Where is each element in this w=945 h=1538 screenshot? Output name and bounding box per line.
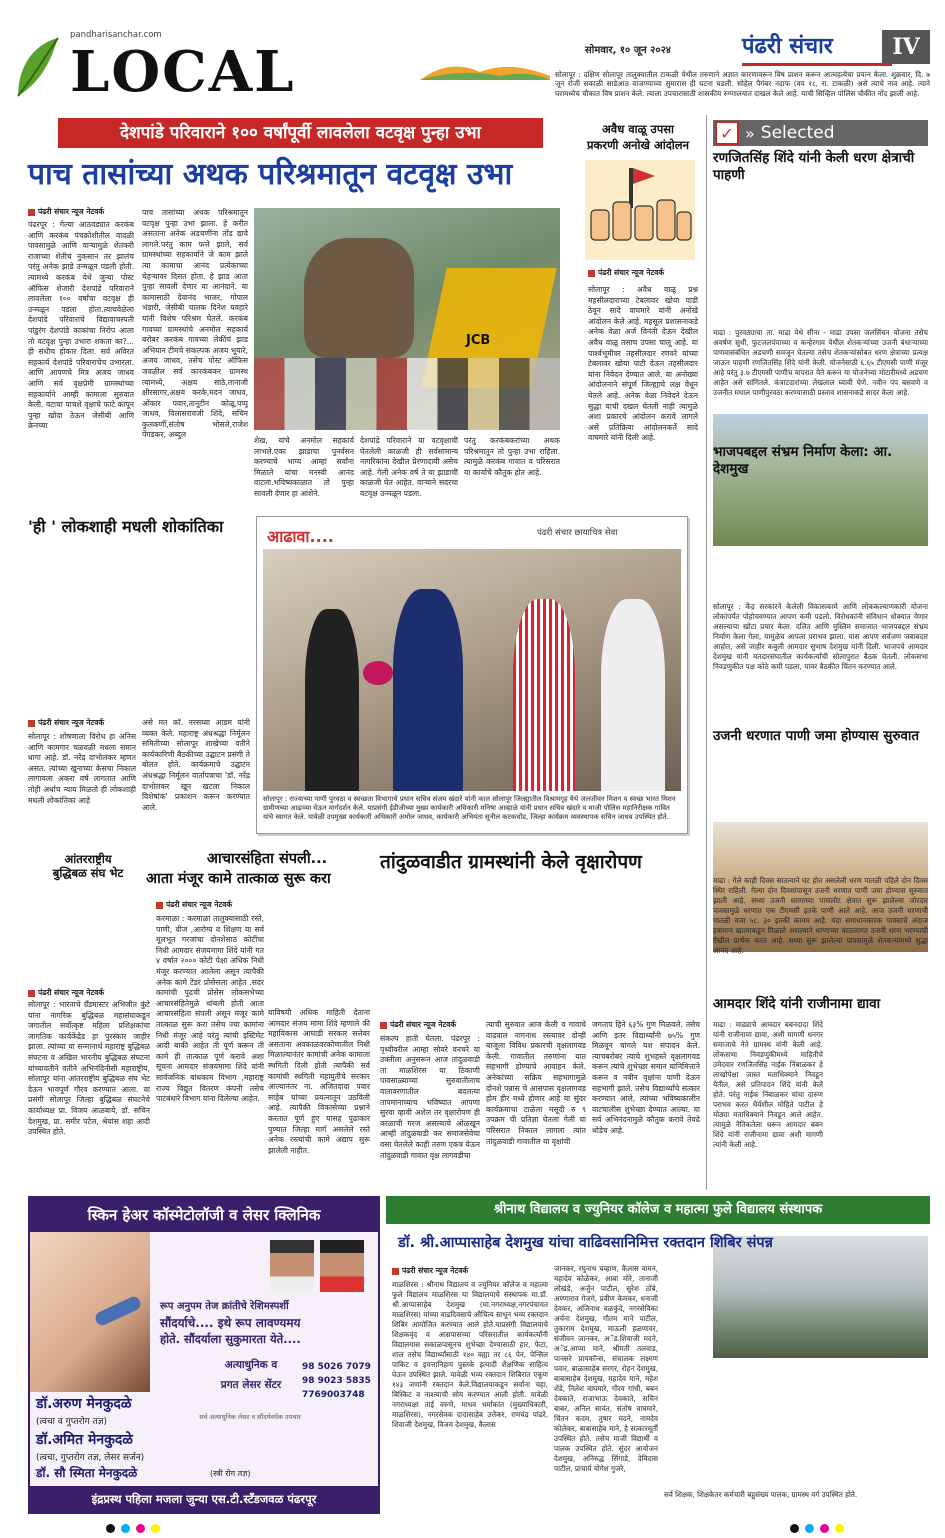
person-woman (305, 609, 359, 791)
blood-banner: श्रीनाथ विद्यालय व ज्युनियर कॉलेज व महात्मा फुले विद्यालय संस्थापक (386, 1196, 930, 1224)
byline-bullet-icon (380, 1022, 387, 1029)
selected-label: Selected (760, 123, 835, 143)
center-line-2: प्रगत लेसर सेंटर (220, 1379, 282, 1391)
ad-model-image (30, 1232, 150, 1392)
blood-col1: माळशिरस : श्रीनाथ विद्यालय व ज्युनियर कॉलेज व महात्मा फुले विद्यालय माळशिरस या विद्यालयाचे संस्थापक मा.डॉ. श्री.आप्पासाहेब देशमुख (मा.नगराध्यक्ष,नगरपंचायत माळशिरस) यांच्या वाढदिवसाचे औचित्य साधून भव्य रक्तदान शिबिर आयोजित करण्यात आले होते.याप्रसंगी विद्यालयाचे शिक्षकवृंद व आसपासच्या परिसरातील कार्यकर्त्यांनी विद्यालयास सकाळपासूनच शुभेच्छा देण्यासाठी हार, फेटा, शाल तसेच विद्यार्थ्यांसाठी १४० वह्या तर ८६ पेन, पेन्सिल पाकिट व इयत्तानिहाय पुस्तके इत्यादी शैक्षणिक साहित्य घेऊन उपस्थित झाले. यावेळी भव्य रक्तदान शिबिरात एकूण १४३ जणांनी रक्तदान केले.विद्यालयाकडून सर्वांना चहा, बिस्किट व नाश्त्याची सोय करण्यात आली होती. यावेळी नगराध्यक्षा ताई वरुणे, माधव धर्माकांत (मुख्याधिकारी, माळशिरस), नगरसेवक दादासाहेब उत्तेकर, रामचंद्र पांढरे, शिवाजी देशमुख, विजय देशमुख, कैलास (392, 1280, 548, 1429)
person-man-blue (393, 589, 463, 791)
lead-kicker: देशपांडे परिवाराने १०० वर्षांपूर्वी लावलेला वटवृक्ष पुन्हा उभा (58, 118, 543, 148)
masthead (0, 0, 945, 112)
lead-col2: पाच तासांच्या अथक परिश्रमातून वटवृक्ष पुन्हा उभा झाला. हे करीत असताना अनेक अडचणींना तोंड द्यावे लागले.परंतु काम फत्ते झाले, सर्व ग्रामस्थांच्या सहकार्याने जे काम झाले त्या कामाचा आनंद प्रत्येकाच्या चेहऱ्यावर दिसत होता. हे झाड आता पुन्हा सावली देणार या आनंदाने. या कामासाठी देवानंद भाजर, गोपाल भंडारी, जेसीबी चालक दिनेश यवहारे यांनी विशेष परिश्रम घेतले. करकंब गावच्या ग्रामस्थांचे अनमोल सहकार्य बरोबर करकंब गावच्या लेकींचं झाड अभियान टीमचे संकल्पक अजय भूयारे, अजय जाधव, तसेच पोस्ट ऑफिस जवळील सर्व कारकंबकर ग्रामस्थ त्यामध्ये, अक्षय साठे,तानाजी क्षीरसागर,अक्षय करके,मदन जाधव, ओंकार पवार,तानूटीन कोळू,पप्पू जाधव, विलासरावजी शिंदे, सचिन कुलकर्णी,संतोष भोसले,राजेश पेंगडकर, अब्दुल (142, 208, 248, 440)
yellow-dot (835, 1524, 844, 1533)
blood-byline: पंढरी संचार न्यूज नेटवर्क (392, 1266, 468, 1276)
lead-col1: पंढरपूर : गेल्या आठवड्यात करकंब आणि करकंब पंचक्रोशीतील वादळी पावसामुळे आणि वाऱ्यामुळे शेतकरी राजाच्या शेतीचं नुकसान तर झालंच परंतु अनेक झाडे उन्मळून पडली होती. त्यामध्ये करकंब येथे जुन्या पोस्ट ऑफिस शेजारी देशपांडे परिवाराने लावलेला १०० वर्षांचा वटवृक्ष ही उन्मळून पडला होता.त्याचवेळेला देशपांडे परिवाराचे विद्यावाचस्पती पांडुरंग देशपांडे काकांचा निरोप आला तो वटवृक्ष पुन्हा उभारा शकता का?... ही संधीच होकार दिला. सर्व अविरत सहकार्य देशपांडे परिवाराचेच उभारला. आणि आपणचे मित्र अजय जाधव आणि सर्व वृक्षप्रेमी ग्रामस्थांच्या सहकार्याने आम्ही कामाला सुरुवात केली. वटाचा पाचशे वृक्षाचे फाटे कापून पुन्हा खोदा ठेऊन जेसीबी आणि क्रेनच्या (28, 220, 134, 431)
paper-name: पंढरी संचार (742, 34, 833, 59)
sanhita-byline: पंढरी संचार न्यूज नेटवर्क (156, 900, 232, 910)
ad-note: सर्व अत्याधुनिक लेसर व सौंदर्यवर्धक उपचार (199, 1413, 301, 1421)
bouquet (363, 661, 393, 685)
sand-byline: पंढरी संचार न्यूज नेटवर्क (588, 268, 664, 278)
tree-byline: पंढरी संचार न्यूज नेटवर्क (380, 1020, 456, 1030)
doctor-3-name: डॉ. सौ स्मिता मेनकुदळे (36, 1466, 138, 1480)
lead-col3: शेख, यांचे अनमोल सहकार्य लाभले.एका झाडाचा पुनर्वसन करण्याचे भाग्य आम्हां सर्वांना मिळाले यांचा मनस्वी आनंद वाटला.भविष्यकाळात तो पुन्हा सावली देणार हा आशेने. (254, 436, 354, 498)
masthead-hills (420, 58, 550, 80)
doctor-photo-2 (320, 1240, 364, 1292)
blood-col2: जानकर, रघुनाथ चव्हाण, कैलास वामन, महादेव कोळेकर, आबा मोरे, तानाजी लोखंडे, अर्जुन पाटील, सुरेश ठोंबे, अण्णाराव गेजगे, प्रवीण केमकर, धनाजी देवकर, अजिनाथ वळकुंदे, नगरसेविका अर्चना देशमुख, गौतम माने पाटील, तुकाराम देशमुख, माऊली हळणावर, संजीवन जानकर, अॅड.शिवाजी मदने, अॅड.आप्पा माने, श्रीमती तलवाड, पानसरे प्रायकॉन्स, संचालक लक्ष्मण पवार, बाळासाहेब सरगर, रोहन देशमुख, बाबासाहेब देशमुख, महादेव माने, महेश शेंडे, निलेश वाघमारे, गौरव गांधी, बबन देवकाते, राजाभाऊ देवकाते, सचिन बाबर, अनिल सावंत, संतोष वाघमारे, चिंतन कदम, तुषार मदने, नामदेव कोलेकर, बाबासाहेब माने, हे सत्कारमूर्ती उपस्थित होते. तसेच माजी विद्यार्थी व पालक उपस्थित होते. सुंदर आयोजन देशमुख, अनिरुद्ध सिंगाडे, देविदास पाटील, प्राचार्य योगेश गुजरे, (554, 1264, 658, 1473)
doctor-3-sub: (स्त्री रोग तज्ञ) (210, 1469, 251, 1478)
selected-b2: सोलापूर : केंद्र सरकारने केलेली विकासकामे आणि लोककल्याणकारी योजना लोकांपर्यंत पोहोचवण्यात आपण कमी पडलो. विरोधकांनी संविधान धोक्यात येणार असल्याचा खोटा प्रचार केला. दलित आणि मुस्लिम समाजात भाजपबद्दल संभ्रम निर्माण केला गेला, यामुळेच आपला पराभव झाला. यास आपण सर्वजण जबाबदार आहोत, असे जाहीर कबुली आमदार सुभाष देशमुख यांनी दिली. भाजपचे आमदार देशमुख यांनी मतदारसंघातील कार्यकर्त्यांची सोलापुरात बैठक घेतली. लोकसभा निवडणुकीत पक्ष कोठे कमी पडला, यावर बैठकीत चिंतन करण्यात आले. (713, 602, 928, 671)
tree-col2: त्याची सुरुवात आज केली व गावाचे वाढवाल नागनाथ रस्त्यावर दोन्ही बाजूला विविध प्रकारची वृक्षलागवड केली. गावातील तरुणांना यात सहभागी होण्याचे आवाहन केले. अनेकांच्या सक्रिय सहभागामुळे दोनशे पन्नास चे आसपास वृक्षलागवड होम हीर मध्ये होणार आहे या सुंदर कार्यक्रमाचा टाळेला मसूदी रु ९ उपक्रम ची प्रतिज्ञा घेतला गेली या परिसरात निकाल लागला त्यांत तांदुळवाडी गावातील या वृक्षांची (486, 1020, 586, 1146)
phone-2[interactable]: 98 9023 5835 (302, 1376, 371, 1386)
selected-b1: माढा : पुरवठ्याचा ता. माढा येथे सीना - माढा उपसा जलसिंचन योजना तसेच अवर्षण सुधी, फुटजलपंपाच्या व कन्हेरगाव येथील शेतकऱ्यांच्या उजनी बंधाऱ्याच्या पाणवासंबंधित अडचणी समजून घेतल्या तसेच शेतकऱ्यांसोबत धरण क्षेत्राच्या प्रत्यक्ष जाऊन पाहणी रणजितसिंह शिंदे यांनी केली. योजनेसाठी ६.६५ टीएमसी पाणी मंजूर आहे परंतु ३.७ टीएमसी पाणीच वापरात येते करून या योजनेच्या मोटारीमध्ये अडचण आहेत असे सांगितले. कंत्राटदारांच्या लेखलाल घ्यावी घेणे. नवीन पंप बसवणे व उजनीत मधाल पाणीपुरवठा करण्यासाठी प्रस्ताव शासनाकडे सादर केला आहे. (713, 328, 928, 397)
sand-kicker: अवैध वाळू उपसा (602, 122, 674, 136)
registration-dots-left (106, 1524, 160, 1533)
lead-photo (254, 208, 560, 430)
lead-col5: परंतु करकंबकरांच्या अथक परिश्रमातून तो पुन्हा उभा राहिला. त्यामुळे करकंब गावात व परिसरात या कार्याचे कौतुक होत आहे. (464, 436, 560, 477)
sanhita-headline-2: आता मंजूर कामे तात्काळ सुरू करा (146, 871, 331, 887)
blood-headline: डॉ. श्री.आप्पासाहेब देशमुख यांचा वाढिवसानिमित्त रक्तदान शिबिर संपन्न (398, 1235, 773, 1251)
byline-bullet-icon (392, 1268, 399, 1275)
doctor-1-name: डॉ.अरुण मेनकुदळे (36, 1396, 132, 1412)
cyan-dot (121, 1524, 130, 1533)
masthead-leaf-icon (14, 36, 60, 98)
sand-body: सोलापूर : अवैध वाळू प्रश्न महसीलदाराच्या टेबलावर खोया पाडी ठेवून सादे वाघमारे यांनी अनोखे आंदोलन केले आहे. महसूल प्रशासनाकडे अनेक वेळा अर्ज विनंती देऊन देखील अवैध वाळू तसाच उपसा चालू आहे. या पार्श्वभूमीवर तहसीलदार रणवरे यांच्या टेबलावर खोया पाटी देऊन तहसीलदार यांना निवेदन देण्यात आले. या अनोख्या आंदोलनाने संपूर्ण जिल्ह्याचे लक्ष वेधून घेतले आहे. अनेक वेळा निवेदने देऊन सुद्धा याची दखल घेतली नाही त्यामुळे अशा प्रकारचे आंदोलन करावे लागले असे प्रतिक्रिया आंदोलनकर्ते सादे वाघमारे यांनी दिली आहे. (588, 285, 698, 443)
column-divider (706, 115, 707, 1190)
byline-bullet-icon (28, 720, 35, 727)
byline-bullet-icon (28, 209, 35, 216)
democracy-col2: असे मत कॉ. नरसय्या आडम यांनी व्यक्त केले. महाराष्ट्र अंधश्रद्धा निर्मूलन समितीच्या सोलापूर शाखेच्या वतीने कार्यकारिणी बैठकीच्या उद्घाटन प्रसंगी ते बोलत होते. कार्यक्रमाचे उद्घाटन अंधश्रद्धा निर्मूलन वार्तापत्राचा 'डॉ. नरेंद्र दाभोलकर खून खटला निकाल विशेषांक' प्रकाशन करून करण्यात आले. (142, 718, 250, 812)
doctor-2-sub: (त्वचा, गुप्तरोग तज्ञ, लेसर सर्जन) (36, 1453, 145, 1463)
sand-headline: प्रकरणी अनोखे आंदोलन (587, 138, 689, 152)
top-brief: सोलापूर : दक्षिण सोलापूर तालुक्यातील टाकळी येथील तरुणाने अज्ञात कारणावरून विष प्राशन करून आत्महत्येचा प्रयत्न केला. शुक्रवार, दि. ७ जून रोजी सकाळी साडेआठ वाजण्याच्या सुमारास ही घटना घडली. सोहेल पैगंबर नदाफ (वय १८, रा. टाकळी) असे त्याचे नाव आहे. त्याने घरामध्येच चौकात विष प्राशन केले. त्याला उपचारासाठी शासकीय रुग्णालयात दाखल केले आहे. याची सिव्हिल पोलिस चौकीत नोंद झाली आहे. (555, 70, 930, 98)
doctor-1-sub: (त्वचा व गुप्तरोग तज्ञ) (36, 1417, 107, 1427)
sanhita-col2: याविषयी अधिक माहिती देताना आमदार संजय मामा शिंदे म्हणाले की महायिकास आघाडी सरकार सत्तेवर असताना अवकाळवरकोणातील निधी मिळाल्यानंतर कामांची अनेक कामाला स्थगिती दिली होती त्यापैकी सर्व कामांची स्थगिती महायुतीचे सरकार आल्यानंतर ना. अजितदादा पवार साहेब यांच्या प्रयत्नातून उठविली आहे. त्यापैकी विकासेच्या प्रश्नाने करतात पूर्ण हुए यासह पुढाकार पुण्यात जिल्हा मार्ग असलेले रस्ते अनेक रस्त्यांची कामे अद्याप सुरू झालेली नाहीत. (268, 1008, 370, 1155)
intl-headline-1: आंतरराष्ट्रीय (64, 852, 112, 866)
welcome-box (256, 516, 688, 834)
sanhita-headline-1: आचारसंहिता संपली... (206, 851, 328, 867)
welcome-caption: सोलापूर : राज्याच्या पाणी पुरवठा व स्वच्छता विभागाचे प्रधान सचिव संजय खंदारे यांनी काल सोलापूर जिल्ह्यातील विश्रामगृह येथे जलजीवन मिशन व स्वच्छ भारत मिशन ग्रामीणच्या आढाव्या घेऊन मार्गदर्शन केले. याप्रसंगी ईडीजीच्या मुख्य कार्यकारी अधिकारी मनिषा आव्हाळे यांनी प्रधान सचिव खंदारे व माजी पोलिस महानिरीक्षक गावित यांचे स्वागत केले. यावेळी उपमुख्य कार्यकारी अधिकारी अमोल जाधव, कार्यकारी अभियंता सुनील कटकधोंड, जिल्हा कार्यक्रम व्यवस्थापक सचिन जाधव उपस्थित होते. (263, 795, 676, 821)
section-title: LOCAL (70, 39, 296, 105)
cyan-dot (805, 1524, 814, 1533)
person-man-white (601, 599, 665, 791)
lead-headline: पाच तासांच्या अथक परिश्रमातून वटवृक्ष उभा (28, 157, 513, 192)
tree-headline: तांदुळवाडीत ग्रामस्थांनी केले वृक्षारोपण (380, 851, 642, 873)
selected-badge (713, 120, 928, 146)
page-number: IV (882, 30, 930, 64)
doctor-photo-1 (270, 1240, 314, 1292)
lead-col4: देशपांडे परिवाराने या वटवृक्षाची घेतलेली काळजी ही सर्वसामान्य नागरिकांना देखील प्रेरणादायी असेच आहे. गेली अनेक वर्ष ते या झाडाची काळजी घेत आहेत. वाऱ्याने सदरचा वटवृक्ष उन्मळून पडला. (360, 436, 458, 498)
phone-3[interactable]: 7769003748 (302, 1390, 365, 1400)
laser-device-icon (93, 1295, 142, 1328)
site-url[interactable]: pandharisanchar.com (70, 30, 162, 40)
person-man-stripes (513, 599, 575, 791)
selected-b4: माढा : माढ्याचे आमदार बबनदादा शिंदे यांनी राजीनामा द्यावा, अशी मागणी धनगर समाजाचे नेते ग्रामस्थ यांनी केली आहे. लोकसभा निवडणुकीमध्ये माहितीचे उमेदवार रणजितसिंह नाईक निंबाळकर हे लाखोपेक्षा जास्त मताधिक्याने निवडून येतील, असे प्रतिपादन शिंदे यांनी केले होते. परंतु नाईक निंबाळकर यांचा दारुण पराभव करत धैर्यशील मोहिते पाटील हे मोठ्या मताधिक्याने निवडून आले आहेत. त्यामुळे नैतिकतेला धरून आमदार बबन शिंदे यांनी राजीनामा द्यावा अशी मागणी त्यांनी केली आहे. (713, 1020, 823, 1149)
selected-h1: रणजितसिंह शिंदे यांनी केली धरण क्षेत्राची पाहणी (713, 150, 915, 183)
welcome-label: आढावा.... (267, 527, 334, 546)
ad-tagline-2: सौंदर्याचे.... इथे रूप लावण्यमय (160, 1316, 301, 1330)
sanhita-col1: करमाळा : करमाळा तालुक्यासाठी रस्ते, पाणी, वीज ,आरोग्य व शिक्षण या सर्व मूलभूत गरजांचा दोनशेसाठ कोटींचा निधी आमदार संजयमामा शिंदे यांनी गत ४ वर्षात २००० कोटी पेक्षा अधिक निधी मंजूर करण्यात आलेला असून त्यापैकी अनेक कामे टेंडर प्रोसेसला आहेत .सदर कामांची पुढची प्रोसेस लोकसभेच्या आचारसंहितेमुळे थांबली होती आता आचारसंहिता संपली असून मंजूर कामे तात्काळ सुरू करा तसेच ज्या कामांना निधी मंजूर आहे परंतु त्यांची इस्टिमेट आदी बाकी आहेत ती पूर्ण करून ती कामे ही तात्काळ पूर्ण करावे अशा सूचना आमदार संजयमामा शिंदे यांनी सार्वजनिक बांधकाम विभाग ,महाराष्ट्र राज्य विद्युत वितरण कंपनी तसेच पाटबंधारे विभाग यांना दिलेल्या आहेत. (156, 914, 264, 1104)
tree-trunk (304, 238, 414, 358)
blood-photo-caption: सर्व शिक्षक, शिक्षकेतर कर्मचारी बहुसंख्य पालक, ग्रामस्थ वर्ग उपस्थित होते. (664, 1490, 858, 1499)
clinic-ad[interactable] (28, 1196, 380, 1514)
people-row (254, 358, 560, 430)
welcome-photo (263, 549, 681, 791)
black-dot (106, 1524, 115, 1533)
yellow-dot (151, 1524, 160, 1533)
issue-date: सोमवार, १० जून २०२४ (585, 45, 671, 56)
democracy-col1: सोलापूर : शोषणाला विरोध हा अनिस आणि कामगार चळवळी मधला समान धागा आहे. डॉ. नरेंद्र दाभोलकर म्हणत असत. त्यांच्या खुनाच्या केसचा निकाल लागायला अकरा वर्ष लागतात आणि तोही अर्धाच न्याय मिळतो ही लोकशाही मधली शोकांतिका आहे (28, 732, 136, 805)
intl-body: सोलापूर : भारताचे ग्रँडमास्टर अभिजीत कुंटे यांना नागरिक बुद्धिबळ महासंघाकडून जगातील सर्वोत्कृष्ट महिला प्रशिक्षकांचा जागतिक कार्यकेंद्रेड हा पुरस्कार जाहीर झाला. त्यांच्या या सन्मानार्थ महाराष्ट्र बुद्धिबळ संघटना व अखिल भारतीय बुद्धिबळ संघटना यांच्यावतीने वतीने अभिनंदिनीसी महाराष्ट्रीय, सोलापूर यांना आंतरराष्ट्रीय बुद्धिबळ संघ भेट देऊन भावपूर्ण गौरव करण्यात आला. या प्रसंगी सोलापूर जिल्हा बुद्धिबळ संघटनेचे कार्याध्यक्ष प्रा. विजय आळबाये, डॉ. सचिन देशमुख, प्रा. समीर पटेल, श्रेयांस शहा आदी उपस्थित होते. (28, 1000, 150, 1137)
jcb-label: JCB (466, 333, 491, 348)
byline-bullet-icon (588, 270, 595, 277)
byline-bullet-icon (156, 902, 163, 909)
ad-footer: इंद्रप्रस्थ पहिला मजला जुन्या एस.टी.स्टँडजवळ पंढरपूर (30, 1486, 378, 1512)
phone-1[interactable]: 98 5026 7079 (302, 1362, 371, 1372)
welcome-credit: पंढरी संचार छायाचित्र सेवा (537, 528, 618, 538)
protest-illustration (585, 160, 695, 260)
intl-headline-2: बुद्धिबळ संघ भेट (52, 866, 124, 880)
lead-byline: पंढरी संचार न्यूज नेटवर्क (28, 207, 104, 217)
intl-byline: पंढरी संचार न्यूज नेटवर्क (28, 988, 104, 998)
tree-col1: संकल्प हाती घेतला. पंढरपूर : पृथ्वीवरील आम्हा सोयरे वनचरे या उक्तीला अनुसरून आज तांदुळवाडी ता माळशिरस या ठिकाणी पावसाळ्याच्या सुरुवातीलाच वातावरणातील बदलत्या तापमानाच्याच भविष्यात आपणा सुरवा व्हावी अशेल तर वृक्षारोपण ही काळाची गरज असल्याचे ओळखून आम्ही तांदुळवाडी कर समाजसेवेचा वसा घेतलेले काही तरुण एकत्र येऊन तांदुळवाडी गावात वृक्ष लागवडीचा (380, 1034, 480, 1160)
democracy-headline: 'ही ' लोकशाही मधली शोकांतिका (28, 517, 224, 536)
black-dot (790, 1524, 799, 1533)
tree-col3: जगताप हिने ६३% गुण मिळवले. तसेच आणि इतर विद्यार्थ्यांनी ७५% गुण मिळवून चांगले यश संपादन केले. त्याचबरोबर त्याचे शुभहस्ते वृक्षलागवड करून त्यांचे शुभेच्छा समान यानिमित्ताने करून व नवीन वृक्षांना पाणी देऊन सहभागी झाले. तसेच विद्यार्थ्यांचे सत्कार करण्यात आले, त्यांच्या भविष्यकालीन वाटचालीस शुभेच्छा देण्यात आल्या. या सर्व अभिनंदनामुळे कौतुक करावे तेवढे थोडेच आहे. (592, 1020, 700, 1135)
check-icon: ✓ (715, 121, 739, 145)
selected-h4: आमदार शिंदे यांनी राजीनामा द्यावा (713, 996, 881, 1012)
magenta-dot (820, 1524, 829, 1533)
clinic-title: स्किन हेअर कॉस्मेटोलॉजी व लेसर क्लिनिक (30, 1198, 378, 1232)
selected-h3: उजनी धरणात पाणी जमा होण्यास सुरुवात (713, 728, 920, 744)
doctor-2-name: डॉ.अमित मेनकुदळे (36, 1432, 133, 1448)
registration-dots-right (790, 1524, 844, 1533)
selected-h2: भाजपबद्दल संभ्रम निर्माण केला: आ. देशमुख (713, 444, 893, 477)
selected-photo-1 (713, 414, 928, 546)
byline-bullet-icon (28, 990, 35, 997)
ad-tagline-1: रूप अनुपम तेज क्रांतीचे रेशिमस्पर्शी (160, 1301, 289, 1312)
democracy-byline: पंढरी संचार न्यूज नेटवर्क (28, 718, 104, 728)
center-line-1: अत्याधुनिक व (224, 1359, 278, 1371)
chevron-right-icon: » (745, 123, 755, 143)
selected-b3: माढा : गेले काही दिवस सातत्याने घट होत असलेली धरण पातळी पहिले दोन दिवस स्थिर राहिली. गेल्या दोन दिवसांपासून उजनी धरणात पाणी जमा होण्यास सुरुवात झाली आहे. सध्या उजनी धरणाच्या पाणलोट क्षेत्रात सुरू झालेल्या जोरदार पावसामुळे धरणात एक टीएमसी इतके पाणी आले आहे. आज उजनी धरणाची पातळी वजा ५८. ३० इतकी कायम आहे. यंदा समाधानकारक पावसाचे अंदाज हवामान खात्याकडून मिळाले असल्याने धरणाच्या काठलागत उजनी धरण भरण्याची देखील प्रार्थना करत आहे. सध्या सुरू झालेल्या पावसामुळे शेतकऱ्यांमध्ये सुद्धा आनंद आहे. (713, 876, 928, 955)
magenta-dot (136, 1524, 145, 1533)
ad-tagline-3: होते. सौंदर्याला सुकुमारता येते.... (160, 1332, 301, 1346)
paper-logo (742, 30, 892, 66)
